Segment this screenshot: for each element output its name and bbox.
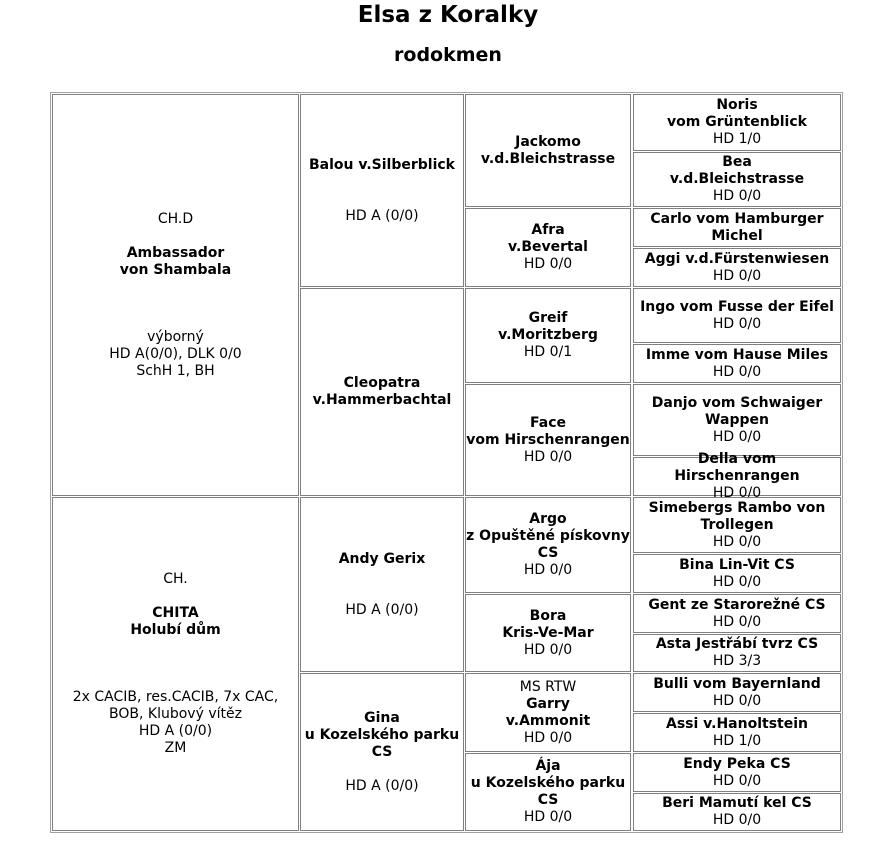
gen2-4-name-line2: u Kozelského parku: [304, 726, 460, 743]
gen4-6-name: Imme vom Hause Miles: [645, 346, 829, 363]
gen2-2-name-line2: v.Hammerbachtal: [312, 392, 452, 408]
gen4-cell-1: [633, 94, 841, 151]
dam-name-line2: Holubí dům: [130, 622, 221, 638]
sire-prefix: CH.D: [157, 210, 194, 227]
gen3-7-name-line1: Garry: [526, 695, 570, 712]
gen4-2-name-line1: Bea: [722, 154, 752, 170]
gen3-6-name-line1: Bora: [529, 607, 567, 624]
sire-info-line3: SchH 1, BH: [136, 362, 215, 379]
gen4-cell-2: [633, 152, 841, 207]
sire-info-line1: výborný: [147, 328, 204, 345]
gen2-3-hd: HD A (0/0): [345, 601, 419, 618]
page-title: Elsa z Koralky: [357, 2, 539, 28]
gen3-cell-7: [465, 673, 631, 752]
gen4-2-name-line2: v.d.Bleichstrasse: [669, 171, 805, 187]
gen3-5-name-line1: Argo: [529, 511, 567, 527]
sire-name-line2: von Shambala: [119, 261, 232, 278]
gen4-cell-14: [633, 713, 841, 752]
dam-info-line3: HD A (0/0): [138, 723, 213, 739]
gen4-4-name: Aggi v.d.Fürstenwiesen: [644, 250, 830, 267]
gen3-2-name-line1: Afra: [531, 222, 565, 238]
dam-info-line4: ZM: [164, 740, 187, 756]
gen2-1-hd: HD A (0/0): [345, 207, 419, 224]
gen2-cell-4: [300, 673, 464, 831]
gen4-5-name: Ingo vom Fusse der Eifel: [640, 298, 834, 315]
gen4-8-hd: HD 0/0: [712, 485, 762, 501]
gen2-4-name-line3: CS: [371, 743, 393, 760]
gen2-2-name-line1: Cleopatra: [343, 375, 421, 391]
gen4-16-name: Beri Mamutí kel CS: [662, 795, 812, 811]
gen3-3-name-line2: v.Moritzberg: [498, 327, 598, 343]
gen4-8-name: Della vom Hirschenrangen: [674, 451, 800, 484]
sire-info-line2: HD A(0/0), DLK 0/0: [109, 345, 242, 362]
gen4-10-hd: HD 0/0: [712, 573, 762, 590]
gen3-3-hd: HD 0/1: [523, 344, 573, 360]
gen4-1-hd: HD 1/0: [712, 131, 762, 147]
gen4-16-hd: HD 0/0: [712, 812, 762, 828]
gen4-cell-4: [633, 248, 841, 287]
gen4-12-name: Asta Jestřábí tvrz CS: [655, 636, 819, 652]
gen3-cell-3: [465, 288, 631, 383]
gen4-7-hd: HD 0/0: [712, 428, 762, 445]
gen4-cell-15: [633, 753, 841, 792]
gen4-7-name-line1: Danjo vom Schwaiger: [651, 394, 823, 411]
gen4-cell-5: [633, 288, 841, 343]
gen4-9-name-line1: Simebergs Rambo von: [648, 499, 826, 516]
gen4-14-hd: HD 1/0: [712, 732, 762, 749]
gen3-cell-4: [465, 384, 631, 496]
gen4-9-name-line2: Trollegen: [700, 516, 774, 533]
gen3-8-hd: HD 0/0: [523, 809, 573, 825]
gen2-cell-1: [300, 94, 464, 287]
gen4-4-hd: HD 0/0: [712, 267, 762, 284]
gen4-cell-10: [633, 554, 841, 593]
gen3-8-name-line3: CS: [537, 792, 559, 808]
gen3-2-name-line2: v.Bevertal: [508, 239, 588, 255]
gen3-8-name-line1: Ája: [535, 758, 561, 774]
gen3-1-name-line1: Jackomo: [515, 133, 581, 150]
gen3-4-name-line1: Face: [530, 414, 566, 431]
gen2-4-hd: HD A (0/0): [345, 777, 419, 794]
gen3-5-name-line2: z Opuštěné pískovny: [466, 528, 630, 544]
gen3-cell-8: [465, 753, 631, 831]
gen4-cell-13: [633, 673, 841, 712]
gen4-cell-8: [633, 451, 841, 501]
gen4-3-name-line2: Michel: [711, 227, 763, 244]
gen3-7-hd: HD 0/0: [523, 729, 573, 746]
gen4-7-name-line2: Wappen: [705, 411, 769, 428]
gen3-3-name-line1: Greif: [528, 310, 568, 326]
gen4-1-name-line2: vom Grüntenblick: [667, 114, 807, 130]
gen3-cell-6: [465, 594, 631, 672]
gen4-cell-12: [633, 634, 841, 672]
gen4-2-hd: HD 0/0: [712, 188, 762, 204]
gen4-15-name: Endy Peka CS: [683, 755, 791, 772]
gen4-11-name: Gent ze Starorežné CS: [648, 596, 826, 613]
gen2-cell-3: [300, 497, 464, 672]
gen3-7-prefix: MS RTW: [519, 678, 577, 695]
gen3-7-name-line2: v.Ammonit: [505, 712, 591, 729]
gen3-2-hd: HD 0/0: [523, 256, 573, 272]
sire-name-line1: Ambassador: [126, 244, 225, 261]
sire-cell: [52, 94, 299, 496]
gen3-cell-5: [465, 497, 631, 593]
gen4-13-name: Bulli vom Bayernland: [653, 675, 821, 692]
gen3-5-hd: HD 0/0: [523, 562, 573, 578]
gen4-10-name: Bina Lin-Vit CS: [679, 556, 795, 573]
dam-info-line2: BOB, Klubový vítěz: [109, 706, 242, 722]
gen4-15-hd: HD 0/0: [712, 772, 762, 789]
gen4-13-hd: HD 0/0: [712, 692, 762, 709]
gen2-4-name-line1: Gina: [364, 709, 400, 726]
dam-name-line1: CHITA: [152, 605, 199, 621]
gen3-6-hd: HD 0/0: [523, 641, 573, 658]
gen4-1-name-line1: Noris: [716, 97, 758, 113]
gen4-3-name-line1: Carlo vom Hamburger: [650, 210, 824, 227]
gen4-cell-7: [633, 384, 841, 456]
gen3-8-name-line2: u Kozelského parku: [470, 775, 626, 791]
gen3-4-hd: HD 0/0: [523, 448, 573, 465]
gen4-14-name: Assi v.Hanoltstein: [665, 715, 808, 732]
gen4-5-hd: HD 0/0: [712, 315, 762, 332]
gen4-cell-11: [633, 594, 841, 633]
gen3-cell-1: [465, 94, 631, 207]
dam-cell: [52, 497, 299, 831]
gen3-4-name-line2: vom Hirschenrangen: [466, 431, 630, 448]
gen3-1-name-line2: v.d.Bleichstrasse: [480, 150, 616, 167]
gen4-9-hd: HD 0/0: [712, 533, 762, 550]
gen4-cell-16: [633, 793, 841, 831]
gen4-cell-9: [633, 497, 841, 553]
dam-info-line1: 2x CACIB, res.CACIB, 7x CAC,: [72, 689, 279, 705]
page-subtitle: rodokmen: [394, 44, 502, 66]
gen2-3-name: Andy Gerix: [338, 550, 426, 567]
gen3-5-name-line3: CS: [537, 545, 559, 561]
gen4-11-hd: HD 0/0: [712, 613, 762, 630]
gen3-6-name-line2: Kris-Ve-Mar: [502, 624, 594, 641]
gen2-cell-2: [300, 288, 464, 496]
gen4-12-hd: HD 3/3: [712, 653, 762, 669]
gen3-cell-2: [465, 208, 631, 287]
gen4-cell-3: [633, 208, 841, 247]
gen4-cell-6: [633, 344, 841, 383]
dam-prefix: CH.: [163, 571, 188, 587]
gen4-6-hd: HD 0/0: [712, 363, 762, 380]
gen2-1-name: Balou v.Silberblick: [308, 156, 455, 173]
